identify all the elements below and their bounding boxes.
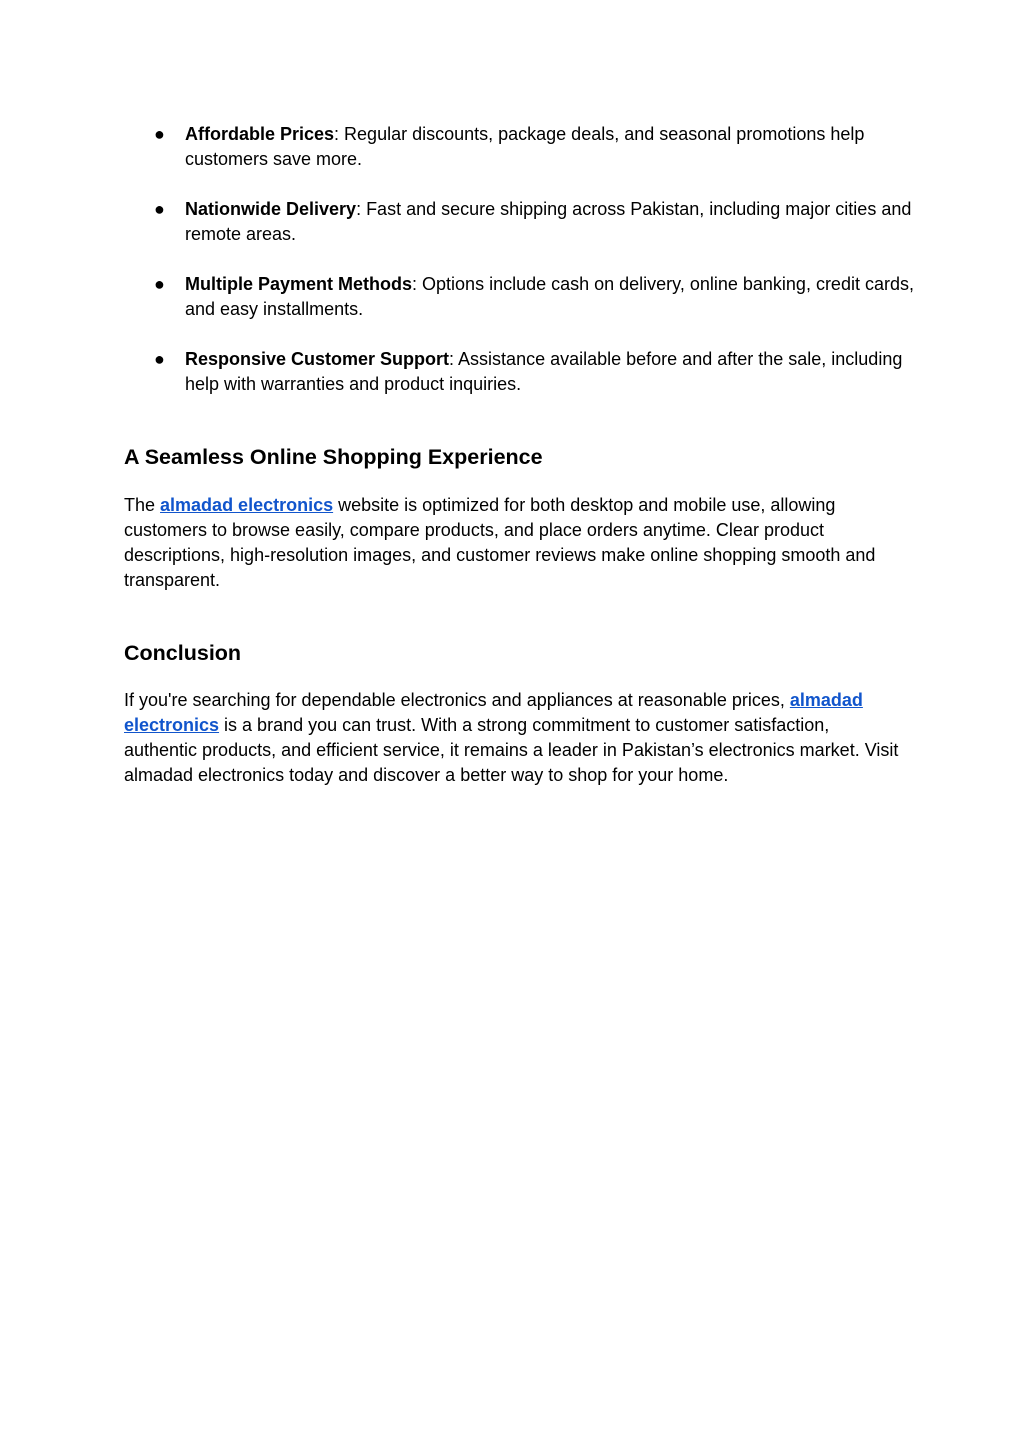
- paragraph-text: is a brand you can trust. With a strong commitment to customer satisfaction, authentic products, and efficient service, it remains a leader in Pakistan’s electronics market. Visit almadad electronics today and discover a better way to shop for your home.: [124, 715, 899, 785]
- feature-text: : Regular discounts, package deals, and seasonal promotions help customers save more.: [185, 124, 865, 169]
- section-heading-shopping-experience: A Seamless Online Shopping Experience: [124, 445, 543, 469]
- bullet-icon: ●: [154, 274, 165, 294]
- feature-term: Multiple Payment Methods: [185, 274, 413, 294]
- paragraph-text: website is optimized for both desktop and mobile use, allowing customers to browse easily, compare products, and place orders anytime. Clear product descriptions, high-resolution images, and customer reviews make online shopping smooth and transparent.: [124, 495, 876, 590]
- bullet-icon: ●: [154, 199, 165, 219]
- bullet-icon: ●: [154, 349, 165, 369]
- feature-text: : Assistance available before and after the sale, including help with warranties and product inquiries.: [185, 349, 903, 394]
- feature-term: Nationwide Delivery: [185, 199, 357, 219]
- bullet-icon: ●: [154, 124, 165, 144]
- feature-list: [124, 122, 914, 422]
- feature-item-payment-methods: [124, 272, 914, 322]
- feature-item-nationwide-delivery: [124, 197, 914, 247]
- section-heading-conclusion: Conclusion: [124, 641, 242, 665]
- feature-text: : Options include cash on delivery, online banking, credit cards, and easy installments.: [185, 274, 914, 319]
- almadad-electronics-link[interactable]: almadad electronics: [160, 495, 334, 515]
- feature-term: Responsive Customer Support: [185, 349, 450, 369]
- paragraph-text: If you're searching for dependable electronics and appliances at reasonable prices,: [124, 690, 790, 710]
- almadad-electronics-link[interactable]: almadad electronics: [124, 690, 863, 735]
- feature-item-customer-support: [124, 347, 914, 397]
- paragraph-text: The: [124, 495, 161, 515]
- feature-term: Affordable Prices: [185, 124, 335, 144]
- feature-item-affordable-prices: [124, 122, 914, 172]
- shopping-experience-paragraph: [124, 493, 904, 593]
- feature-text: : Fast and secure shipping across Pakistan, including major cities and remote areas.: [185, 199, 912, 244]
- conclusion-paragraph: [124, 688, 904, 788]
